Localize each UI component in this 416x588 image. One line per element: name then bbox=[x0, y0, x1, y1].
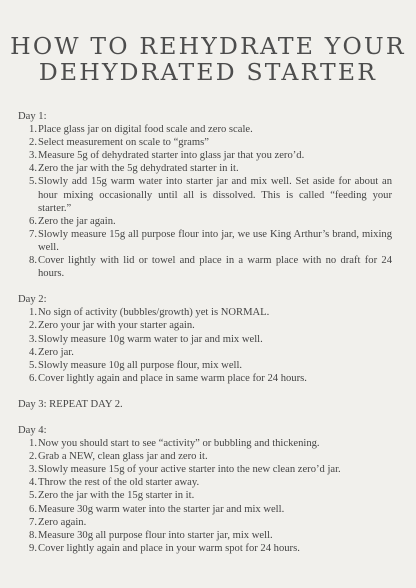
step-number: 6. bbox=[29, 372, 37, 384]
step-number: 2. bbox=[29, 320, 37, 332]
step-text: Measure 30g warm water into the starter jar and mix well. bbox=[38, 503, 285, 515]
step-item bbox=[18, 175, 392, 214]
step-text: Zero jar. bbox=[38, 346, 74, 358]
step-number: 3. bbox=[29, 464, 37, 476]
step-number: 5. bbox=[29, 490, 37, 502]
step-number: 1. bbox=[29, 438, 37, 450]
step-text: Measure 5g of dehydrated starter into glass jar that you zero’d. bbox=[38, 150, 305, 162]
step-number: 6. bbox=[29, 503, 37, 515]
step-item bbox=[18, 149, 392, 162]
step-item bbox=[18, 215, 392, 228]
step-list bbox=[18, 123, 392, 280]
step-number: 2. bbox=[29, 137, 37, 149]
step-number: 6. bbox=[29, 215, 37, 227]
step-text: Cover lightly again and place in same warm place for 24 hours. bbox=[38, 372, 307, 384]
step-list bbox=[18, 437, 392, 555]
step-number: 8. bbox=[29, 529, 37, 541]
step-text: Cover lightly again and place in your warm spot for 24 hours. bbox=[38, 542, 300, 554]
step-number: 4. bbox=[29, 163, 37, 175]
step-text: Slowly measure 15g of your active starter into the new clean zero’d jar. bbox=[38, 464, 341, 476]
step-number: 1. bbox=[29, 307, 37, 319]
page-title bbox=[0, 33, 416, 85]
step-text: Measure 30g all purpose flour into starter jar, mix well. bbox=[38, 529, 273, 541]
step-text: Zero your jar with your starter again. bbox=[38, 320, 195, 332]
step-number: 7. bbox=[29, 516, 37, 528]
step-text: Now you should start to see “activity” or bubbling and thickening. bbox=[38, 438, 320, 450]
page-title-line-1: HOW TO REHYDRATE YOUR bbox=[10, 32, 406, 60]
step-text: No sign of activity (bubbles/growth) yet is NORMAL. bbox=[38, 307, 270, 319]
step-item bbox=[18, 437, 392, 450]
step-number: 7. bbox=[29, 228, 37, 240]
day-heading: Day 4: bbox=[18, 424, 47, 436]
step-text: Zero the jar with the 15g starter in it. bbox=[38, 490, 195, 502]
step-item bbox=[18, 503, 392, 516]
step-number: 4. bbox=[29, 477, 37, 489]
page-title-line-2: DEHYDRATED STARTER bbox=[38, 58, 378, 86]
step-item bbox=[18, 372, 392, 385]
day-section bbox=[18, 293, 392, 385]
step-number: 8. bbox=[29, 255, 37, 267]
day-section bbox=[18, 424, 392, 555]
step-text: Select measurement on scale to “grams” bbox=[38, 137, 209, 149]
step-item bbox=[18, 136, 392, 149]
day-section bbox=[18, 110, 392, 280]
step-item bbox=[18, 463, 392, 476]
step-text: Throw the rest of the old starter away. bbox=[38, 477, 200, 489]
step-text: Slowly measure 10g all purpose flour, mix well. bbox=[38, 359, 243, 371]
day-heading: Day 2: bbox=[18, 294, 47, 306]
step-item bbox=[18, 162, 392, 175]
step-item bbox=[18, 516, 392, 529]
step-item bbox=[18, 489, 392, 502]
step-item bbox=[18, 346, 392, 359]
step-number: 5. bbox=[29, 176, 37, 188]
instructions-body bbox=[18, 110, 392, 568]
step-number: 4. bbox=[29, 346, 37, 358]
step-text: Cover lightly with lid or towel and place in a warm place with no draft for 24 hours. bbox=[38, 255, 392, 280]
step-text: Zero again. bbox=[38, 516, 87, 528]
step-number: 9. bbox=[29, 542, 37, 554]
day-section bbox=[18, 398, 392, 411]
step-item bbox=[18, 319, 392, 332]
step-item bbox=[18, 333, 392, 346]
step-text: Place glass jar on digital food scale and zero scale. bbox=[38, 124, 253, 136]
step-item bbox=[18, 254, 392, 280]
day-heading: Day 1: bbox=[18, 111, 47, 122]
step-item bbox=[18, 529, 392, 542]
day-heading: Day 3: REPEAT DAY 2. bbox=[18, 398, 123, 410]
step-list bbox=[18, 306, 392, 385]
step-item bbox=[18, 228, 392, 254]
step-number: 3. bbox=[29, 150, 37, 162]
step-text: Zero the jar again. bbox=[38, 215, 116, 227]
step-text: Slowly add 15g warm water into starter jar and mix well. Set aside for about an hour mixing occasionally until all is dissolved. This is called “feeding your starter.” bbox=[38, 176, 392, 214]
step-item bbox=[18, 476, 392, 489]
step-item bbox=[18, 306, 392, 319]
step-number: 3. bbox=[29, 333, 37, 345]
step-item bbox=[18, 450, 392, 463]
step-number: 2. bbox=[29, 451, 37, 463]
step-item bbox=[18, 359, 392, 372]
step-number: 1. bbox=[29, 124, 37, 136]
step-text: Zero the jar with the 5g dehydrated starter in it. bbox=[38, 163, 239, 175]
step-number: 5. bbox=[29, 359, 37, 371]
step-item bbox=[18, 542, 392, 555]
step-text: Grab a NEW, clean glass jar and zero it. bbox=[38, 451, 208, 463]
step-item bbox=[18, 123, 392, 136]
step-text: Slowly measure 15g all purpose flour into jar, we use King Arthur’s brand, mixing well. bbox=[38, 228, 392, 253]
step-text: Slowly measure 10g warm water to jar and mix well. bbox=[38, 333, 263, 345]
